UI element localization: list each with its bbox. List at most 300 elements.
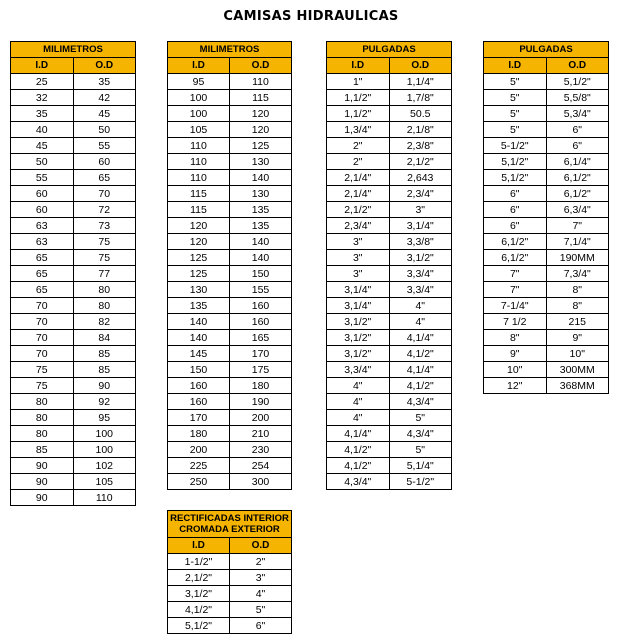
table-row xyxy=(11,234,136,250)
od-cell: 4" xyxy=(389,314,452,330)
table-row xyxy=(11,362,136,378)
od-cell: 77 xyxy=(73,266,136,282)
table-row xyxy=(11,442,136,458)
id-cell: 135 xyxy=(168,298,230,314)
id-cell: 25 xyxy=(11,74,74,90)
od-cell: 3,1/4" xyxy=(389,218,452,234)
od-cell: 140 xyxy=(230,234,292,250)
id-cell: 1-1/2" xyxy=(168,554,230,570)
od-cell: 8" xyxy=(546,282,609,298)
table-row xyxy=(327,378,452,394)
table-pulgadas-2 xyxy=(483,41,609,394)
table-row xyxy=(11,426,136,442)
od-cell: 3" xyxy=(230,570,292,586)
id-cell: 7" xyxy=(484,266,547,282)
id-cell: 4" xyxy=(327,378,390,394)
id-cell: 6,1/2" xyxy=(484,234,547,250)
od-cell: 7,1/4" xyxy=(546,234,609,250)
id-cell: 130 xyxy=(168,282,230,298)
id-cell: 1,1/2" xyxy=(327,106,390,122)
od-cell: 115 xyxy=(230,90,292,106)
od-cell: 2,1/8" xyxy=(389,122,452,138)
id-cell: 5" xyxy=(484,90,547,106)
id-cell: 110 xyxy=(168,138,230,154)
table-row xyxy=(327,122,452,138)
od-cell: 135 xyxy=(230,218,292,234)
id-cell: 40 xyxy=(11,122,74,138)
od-cell: 2,643 xyxy=(389,170,452,186)
od-cell: 155 xyxy=(230,282,292,298)
od-cell: 60 xyxy=(73,154,136,170)
id-cell: 80 xyxy=(11,394,74,410)
od-cell: 150 xyxy=(230,266,292,282)
table-row xyxy=(11,474,136,490)
table-row xyxy=(168,362,292,378)
od-cell: 120 xyxy=(230,106,292,122)
id-cell: 3,1/4" xyxy=(327,298,390,314)
id-cell: 140 xyxy=(168,330,230,346)
od-cell: 175 xyxy=(230,362,292,378)
table-caption: PULGADAS xyxy=(327,42,452,58)
table-row xyxy=(327,314,452,330)
table-row xyxy=(11,186,136,202)
table-row xyxy=(327,170,452,186)
id-cell: 4,1/2" xyxy=(327,442,390,458)
od-cell: 70 xyxy=(73,186,136,202)
id-cell: 5" xyxy=(484,74,547,90)
table-row xyxy=(484,74,609,90)
od-cell: 5" xyxy=(389,442,452,458)
table-row xyxy=(484,90,609,106)
od-cell: 3,3/8" xyxy=(389,234,452,250)
id-cell: 150 xyxy=(168,362,230,378)
od-cell: 9" xyxy=(546,330,609,346)
od-cell: 4,1/2" xyxy=(389,346,452,362)
id-cell: 4" xyxy=(327,410,390,426)
table-row xyxy=(327,202,452,218)
id-cell: 7-1/4" xyxy=(484,298,547,314)
od-cell: 3,3/4" xyxy=(389,266,452,282)
od-cell: 210 xyxy=(230,426,292,442)
table-milimetros-2 xyxy=(167,41,292,490)
column-header-id: I.D xyxy=(327,58,390,74)
table-row xyxy=(11,138,136,154)
id-cell: 80 xyxy=(11,426,74,442)
table-row xyxy=(484,106,609,122)
id-cell: 65 xyxy=(11,266,74,282)
od-cell: 4,3/4" xyxy=(389,394,452,410)
id-cell: 1" xyxy=(327,74,390,90)
table-row xyxy=(11,410,136,426)
od-cell: 3,3/4" xyxy=(389,282,452,298)
od-cell: 110 xyxy=(230,74,292,90)
id-cell: 125 xyxy=(168,266,230,282)
od-cell: 6,3/4" xyxy=(546,202,609,218)
table-row xyxy=(327,458,452,474)
id-cell: 250 xyxy=(168,474,230,490)
table-rectificadas xyxy=(167,510,292,634)
od-cell: 5,1/4" xyxy=(389,458,452,474)
id-cell: 60 xyxy=(11,186,74,202)
table-row xyxy=(327,282,452,298)
od-cell: 190 xyxy=(230,394,292,410)
table-row xyxy=(168,410,292,426)
id-cell: 115 xyxy=(168,186,230,202)
id-cell: 70 xyxy=(11,330,74,346)
od-cell: 135 xyxy=(230,202,292,218)
od-cell: 102 xyxy=(73,458,136,474)
od-cell: 6" xyxy=(230,618,292,634)
table-row xyxy=(168,314,292,330)
table-row xyxy=(168,442,292,458)
id-cell: 3" xyxy=(327,266,390,282)
column-header-od: O.D xyxy=(389,58,452,74)
table-row xyxy=(484,122,609,138)
id-cell: 1,3/4" xyxy=(327,122,390,138)
table-row xyxy=(327,410,452,426)
id-cell: 105 xyxy=(168,122,230,138)
id-cell: 140 xyxy=(168,314,230,330)
id-cell: 90 xyxy=(11,490,74,506)
table-row xyxy=(168,186,292,202)
id-cell: 2,1/2" xyxy=(168,570,230,586)
od-cell: 84 xyxy=(73,330,136,346)
od-cell: 3" xyxy=(389,202,452,218)
column-header-id: I.D xyxy=(168,58,230,74)
table-row xyxy=(11,90,136,106)
id-cell: 180 xyxy=(168,426,230,442)
table-row xyxy=(484,314,609,330)
column-header-od: O.D xyxy=(230,538,292,554)
id-cell: 63 xyxy=(11,218,74,234)
table-row xyxy=(168,330,292,346)
table-row xyxy=(327,474,452,490)
od-cell: 35 xyxy=(73,74,136,90)
id-cell: 3" xyxy=(327,250,390,266)
id-cell: 100 xyxy=(168,90,230,106)
id-cell: 10" xyxy=(484,362,547,378)
od-cell: 80 xyxy=(73,282,136,298)
table-row xyxy=(11,378,136,394)
od-cell: 120 xyxy=(230,122,292,138)
id-cell: 7 1/2 xyxy=(484,314,547,330)
table-row xyxy=(168,234,292,250)
od-cell: 190MM xyxy=(546,250,609,266)
table-row xyxy=(11,74,136,90)
od-cell: 254 xyxy=(230,458,292,474)
table-milimetros-1 xyxy=(10,41,136,506)
table-row xyxy=(484,378,609,394)
id-cell: 3" xyxy=(327,234,390,250)
table-row xyxy=(327,154,452,170)
table-row xyxy=(168,586,292,602)
table-row xyxy=(484,282,609,298)
table-row xyxy=(168,570,292,586)
id-cell: 125 xyxy=(168,250,230,266)
id-cell: 5,1/2" xyxy=(168,618,230,634)
od-cell: 6" xyxy=(546,138,609,154)
id-cell: 95 xyxy=(168,74,230,90)
od-cell: 4,1/4" xyxy=(389,362,452,378)
od-cell: 110 xyxy=(73,490,136,506)
table-row xyxy=(327,426,452,442)
table-row xyxy=(484,250,609,266)
table-row xyxy=(327,362,452,378)
od-cell: 6" xyxy=(546,122,609,138)
od-cell: 55 xyxy=(73,138,136,154)
table-row xyxy=(168,138,292,154)
id-cell: 115 xyxy=(168,202,230,218)
id-cell: 90 xyxy=(11,458,74,474)
id-cell: 160 xyxy=(168,394,230,410)
od-cell: 165 xyxy=(230,330,292,346)
od-cell: 100 xyxy=(73,426,136,442)
id-cell: 200 xyxy=(168,442,230,458)
id-cell: 3,1/2" xyxy=(327,330,390,346)
id-cell: 145 xyxy=(168,346,230,362)
od-cell: 75 xyxy=(73,250,136,266)
id-cell: 4,1/4" xyxy=(327,426,390,442)
table-row xyxy=(168,458,292,474)
table-row xyxy=(168,122,292,138)
id-cell: 75 xyxy=(11,378,74,394)
id-cell: 2" xyxy=(327,154,390,170)
od-cell: 6,1/2" xyxy=(546,170,609,186)
table-row xyxy=(327,394,452,410)
table-row xyxy=(327,346,452,362)
od-cell: 6,1/2" xyxy=(546,186,609,202)
page-title: CAMISAS HIDRAULICAS xyxy=(223,9,399,24)
od-cell: 125 xyxy=(230,138,292,154)
od-cell: 5" xyxy=(230,602,292,618)
od-cell: 100 xyxy=(73,442,136,458)
od-cell: 2,3/8" xyxy=(389,138,452,154)
od-cell: 170 xyxy=(230,346,292,362)
id-cell: 110 xyxy=(168,170,230,186)
table-row xyxy=(484,154,609,170)
table-row xyxy=(168,282,292,298)
table-row xyxy=(327,218,452,234)
od-cell: 2" xyxy=(230,554,292,570)
id-cell: 170 xyxy=(168,410,230,426)
column-header-od: O.D xyxy=(546,58,609,74)
od-cell: 80 xyxy=(73,298,136,314)
id-cell: 7" xyxy=(484,282,547,298)
od-cell: 105 xyxy=(73,474,136,490)
column-header-id: I.D xyxy=(168,538,230,554)
id-cell: 12" xyxy=(484,378,547,394)
table-row xyxy=(168,154,292,170)
table-pulgadas-1 xyxy=(326,41,452,490)
id-cell: 120 xyxy=(168,218,230,234)
od-cell: 95 xyxy=(73,410,136,426)
table-caption: MILIMETROS xyxy=(168,42,292,58)
id-cell: 90 xyxy=(11,474,74,490)
od-cell: 5-1/2" xyxy=(389,474,452,490)
table-row xyxy=(327,250,452,266)
id-cell: 5" xyxy=(484,106,547,122)
table-row xyxy=(484,218,609,234)
id-cell: 6,1/2" xyxy=(484,250,547,266)
table-row xyxy=(11,154,136,170)
id-cell: 5,1/2" xyxy=(484,170,547,186)
table-row xyxy=(327,330,452,346)
od-cell: 1,1/4" xyxy=(389,74,452,90)
id-cell: 60 xyxy=(11,202,74,218)
table-row xyxy=(168,346,292,362)
id-cell: 75 xyxy=(11,362,74,378)
table-row xyxy=(168,474,292,490)
id-cell: 6" xyxy=(484,186,547,202)
table-row xyxy=(327,74,452,90)
table-row xyxy=(168,378,292,394)
id-cell: 63 xyxy=(11,234,74,250)
table-row xyxy=(484,170,609,186)
od-cell: 50 xyxy=(73,122,136,138)
od-cell: 140 xyxy=(230,170,292,186)
od-cell: 4,1/2" xyxy=(389,378,452,394)
table-row xyxy=(11,202,136,218)
id-cell: 2,1/4" xyxy=(327,170,390,186)
table-row xyxy=(484,202,609,218)
od-cell: 300 xyxy=(230,474,292,490)
table-row xyxy=(11,458,136,474)
id-cell: 5" xyxy=(484,122,547,138)
id-cell: 225 xyxy=(168,458,230,474)
od-cell: 4,3/4" xyxy=(389,426,452,442)
id-cell: 55 xyxy=(11,170,74,186)
table-row xyxy=(11,122,136,138)
id-cell: 110 xyxy=(168,154,230,170)
od-cell: 215 xyxy=(546,314,609,330)
table-row xyxy=(168,618,292,634)
od-cell: 5,3/4" xyxy=(546,106,609,122)
od-cell: 82 xyxy=(73,314,136,330)
table-row xyxy=(11,330,136,346)
table-row xyxy=(11,266,136,282)
table-row xyxy=(327,442,452,458)
table-row xyxy=(168,74,292,90)
table-row xyxy=(11,218,136,234)
id-cell: 2" xyxy=(327,138,390,154)
table-row xyxy=(168,298,292,314)
od-cell: 7,3/4" xyxy=(546,266,609,282)
od-cell: 300MM xyxy=(546,362,609,378)
id-cell: 85 xyxy=(11,442,74,458)
od-cell: 1,7/8" xyxy=(389,90,452,106)
od-cell: 90 xyxy=(73,378,136,394)
od-cell: 5,5/8" xyxy=(546,90,609,106)
od-cell: 75 xyxy=(73,234,136,250)
table-row xyxy=(327,298,452,314)
od-cell: 130 xyxy=(230,186,292,202)
id-cell: 4,1/2" xyxy=(168,602,230,618)
table-row xyxy=(484,234,609,250)
od-cell: 5" xyxy=(389,410,452,426)
id-cell: 100 xyxy=(168,106,230,122)
id-cell: 4,1/2" xyxy=(327,458,390,474)
id-cell: 1,1/2" xyxy=(327,90,390,106)
id-cell: 35 xyxy=(11,106,74,122)
od-cell: 140 xyxy=(230,250,292,266)
table-row xyxy=(327,266,452,282)
od-cell: 160 xyxy=(230,298,292,314)
od-cell: 42 xyxy=(73,90,136,106)
od-cell: 45 xyxy=(73,106,136,122)
id-cell: 4,3/4" xyxy=(327,474,390,490)
id-cell: 2,3/4" xyxy=(327,218,390,234)
id-cell: 65 xyxy=(11,282,74,298)
od-cell: 130 xyxy=(230,154,292,170)
od-cell: 6,1/4" xyxy=(546,154,609,170)
od-cell: 4,1/4" xyxy=(389,330,452,346)
id-cell: 32 xyxy=(11,90,74,106)
id-cell: 9" xyxy=(484,346,547,362)
table-row xyxy=(168,106,292,122)
table-row xyxy=(11,298,136,314)
id-cell: 3,1/2" xyxy=(327,314,390,330)
id-cell: 70 xyxy=(11,298,74,314)
id-cell: 2,1/2" xyxy=(327,202,390,218)
table-row xyxy=(168,426,292,442)
od-cell: 85 xyxy=(73,346,136,362)
id-cell: 120 xyxy=(168,234,230,250)
table-row xyxy=(11,170,136,186)
id-cell: 3,1/2" xyxy=(168,586,230,602)
od-cell: 72 xyxy=(73,202,136,218)
table-caption: MILIMETROS xyxy=(11,42,136,58)
table-row xyxy=(484,346,609,362)
table-caption: RECTIFICADAS INTERIOR CROMADA EXTERIOR xyxy=(168,511,292,538)
table-row xyxy=(484,186,609,202)
od-cell: 2,1/2" xyxy=(389,154,452,170)
table-row xyxy=(327,186,452,202)
column-header-od: O.D xyxy=(73,58,136,74)
od-cell: 2,3/4" xyxy=(389,186,452,202)
od-cell: 200 xyxy=(230,410,292,426)
id-cell: 50 xyxy=(11,154,74,170)
od-cell: 73 xyxy=(73,218,136,234)
table-row xyxy=(11,346,136,362)
column-header-od: O.D xyxy=(230,58,292,74)
table-row xyxy=(484,298,609,314)
od-cell: 368MM xyxy=(546,378,609,394)
table-row xyxy=(168,602,292,618)
column-header-id: I.D xyxy=(484,58,547,74)
od-cell: 50.5 xyxy=(389,106,452,122)
id-cell: 160 xyxy=(168,378,230,394)
table-row xyxy=(168,250,292,266)
id-cell: 2,1/4" xyxy=(327,186,390,202)
table-row xyxy=(11,490,136,506)
id-cell: 65 xyxy=(11,250,74,266)
od-cell: 92 xyxy=(73,394,136,410)
id-cell: 70 xyxy=(11,314,74,330)
id-cell: 3,1/2" xyxy=(327,346,390,362)
id-cell: 6" xyxy=(484,202,547,218)
table-row xyxy=(168,266,292,282)
od-cell: 160 xyxy=(230,314,292,330)
id-cell: 3,1/4" xyxy=(327,282,390,298)
od-cell: 85 xyxy=(73,362,136,378)
table-caption: PULGADAS xyxy=(484,42,609,58)
table-row xyxy=(484,138,609,154)
id-cell: 45 xyxy=(11,138,74,154)
table-row xyxy=(168,554,292,570)
table-row xyxy=(11,250,136,266)
table-row xyxy=(484,266,609,282)
table-row xyxy=(327,106,452,122)
